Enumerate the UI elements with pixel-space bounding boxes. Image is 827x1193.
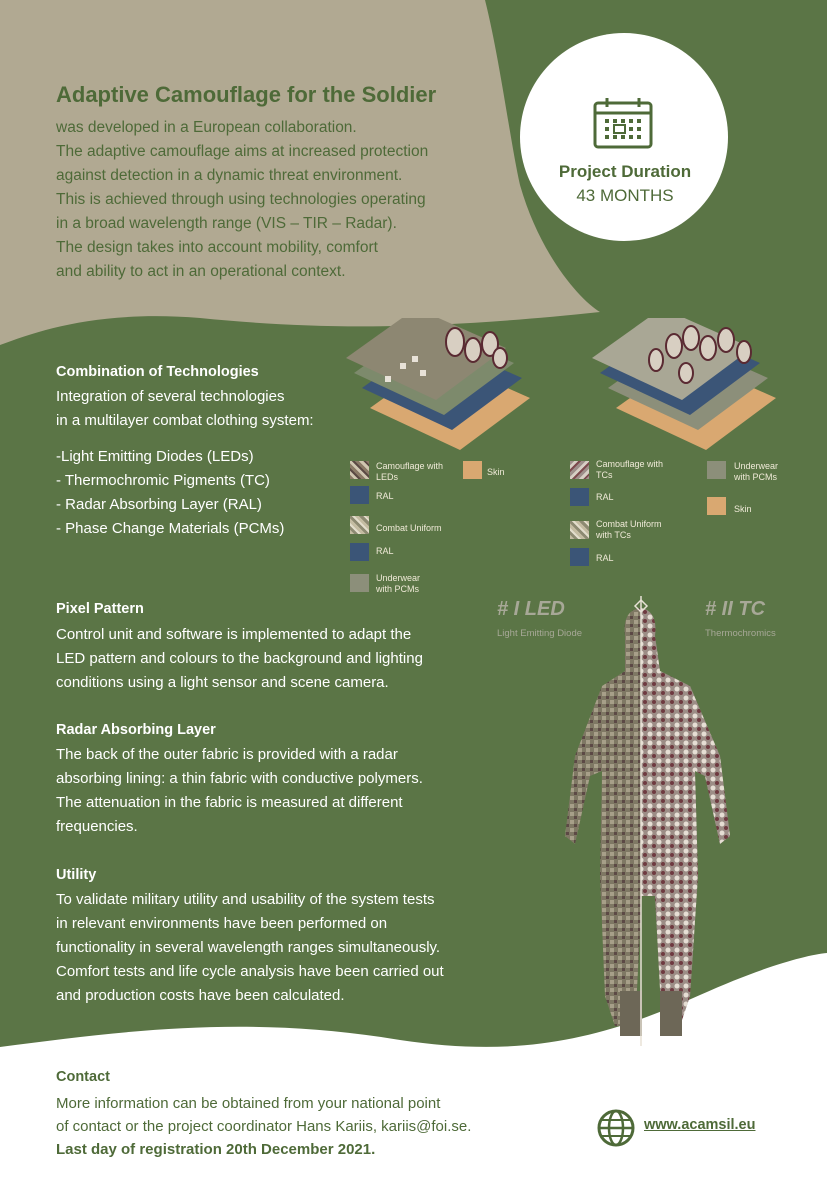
contact-line: More information can be obtained from your national point	[56, 1095, 441, 1112]
swatch-underwear-pcm	[350, 574, 369, 592]
swatch-ral	[350, 543, 369, 561]
combination-line: in a multilayer combat clothing system:	[56, 412, 314, 429]
intro-line: This is achieved through using technologies operating	[56, 191, 426, 208]
utility-line: and production costs have been calculated.	[56, 987, 345, 1004]
led-title: # I LED	[497, 598, 565, 620]
swatch-ral	[570, 488, 589, 506]
list-item: -Light Emitting Diodes (LEDs)	[56, 448, 254, 465]
intro-line: was developed in a European collaboration.	[56, 119, 357, 136]
globe-icon	[597, 1109, 635, 1147]
website-link[interactable]: www.acamsil.eu	[644, 1117, 756, 1133]
tc-layer-illustration	[586, 318, 786, 450]
radar-heading: Radar Absorbing Layer	[56, 722, 216, 738]
radar-line: absorbing lining: a thin fabric with conductive polymers.	[56, 770, 423, 787]
combination-line: Integration of several technologies	[56, 388, 285, 405]
combination-heading: Combination of Technologies	[56, 364, 259, 380]
tc-title: # II TC	[705, 598, 766, 620]
contact-line: of contact or the project coordinator Hans Kariis, kariis@foi.se.	[56, 1118, 472, 1135]
utility-text	[56, 888, 444, 1008]
list-item: - Radar Absorbing Layer (RAL)	[56, 496, 262, 513]
led-subtitle: Light Emitting Diode	[497, 628, 583, 639]
legend-label: Camouflage with LEDs	[376, 461, 444, 482]
radar-line: The back of the outer fabric is provided with a radar	[56, 746, 398, 763]
legend-label: Camouflage with TCs	[596, 459, 664, 480]
intro-line: The adaptive camouflage aims at increased protection	[56, 143, 429, 160]
swatch-camouflage-tcs	[570, 461, 589, 479]
utility-line: functionality in several wavelength ranges simultaneously.	[56, 939, 441, 956]
intro-line: in a broad wavelength range (VIS – TIR – Radar).	[56, 215, 397, 232]
tc-subtitle: Thermochromics	[705, 628, 776, 639]
pixel-text	[56, 623, 423, 695]
radar-text	[56, 743, 423, 839]
list-item: - Thermochromic Pigments (TC)	[56, 472, 270, 489]
swatch-ral	[570, 548, 589, 566]
intro-paragraph	[56, 116, 428, 284]
calendar-icon	[593, 97, 653, 149]
legend-led	[350, 459, 570, 599]
list-item: - Phase Change Materials (PCMs)	[56, 520, 285, 537]
pixel-line: LED pattern and colours to the background and lighting	[56, 650, 423, 667]
swatch-combat-uniform-tc	[570, 521, 589, 539]
legend-tc	[570, 459, 810, 569]
swatch-underwear-pcm	[707, 461, 726, 479]
legend-label: Underwear with PCMs	[376, 573, 421, 594]
pixel-line: Control unit and software is implemented to adapt the	[56, 626, 412, 643]
legend-label: RAL	[596, 553, 614, 563]
swatch-skin	[707, 497, 726, 515]
combination-text	[56, 385, 314, 433]
contact-text	[56, 1092, 471, 1161]
registration-deadline: Last day of registration 20th December 2021.	[56, 1141, 376, 1158]
swatch-camouflage-leds	[350, 461, 369, 479]
utility-line: in relevant environments have been performed on	[56, 915, 388, 932]
page-title: Adaptive Camouflage for the Soldier	[56, 82, 437, 107]
legend-label: Combat Uniform	[376, 523, 442, 533]
utility-line: Comfort tests and life cycle analysis have been carried out	[56, 963, 444, 980]
utility-line: To validate military utility and usability of the system tests	[56, 891, 435, 908]
radar-line: frequencies.	[56, 818, 138, 835]
contact-heading: Contact	[56, 1069, 110, 1085]
duration-label: Project Duration	[558, 162, 692, 181]
intro-line: The design takes into account mobility, comfort	[56, 239, 378, 256]
legend-label: Skin	[734, 504, 752, 514]
technology-list	[56, 445, 284, 541]
intro-line: against detection in a dynamic threat environment.	[56, 167, 403, 184]
legend-label: RAL	[376, 546, 394, 556]
soldier-illustration	[530, 596, 770, 1046]
duration-value: 43 MONTHS	[576, 186, 674, 205]
intro-line: and ability to act in an operational context.	[56, 263, 346, 280]
swatch-skin	[463, 461, 482, 479]
led-layer-illustration	[340, 318, 540, 450]
pixel-line: conditions using a light sensor and scene camera.	[56, 674, 389, 691]
swatch-ral	[350, 486, 369, 504]
utility-heading: Utility	[56, 867, 97, 883]
legend-label: Combat Uniform with TCs	[596, 519, 662, 540]
pixel-heading: Pixel Pattern	[56, 601, 144, 617]
radar-line: The attenuation in the fabric is measured at different	[56, 794, 403, 811]
legend-label: RAL	[376, 491, 394, 501]
legend-label: RAL	[596, 492, 614, 502]
legend-label: Underwear with PCMs	[734, 461, 779, 482]
legend-label: Skin	[487, 467, 505, 477]
swatch-combat-uniform	[350, 516, 369, 534]
